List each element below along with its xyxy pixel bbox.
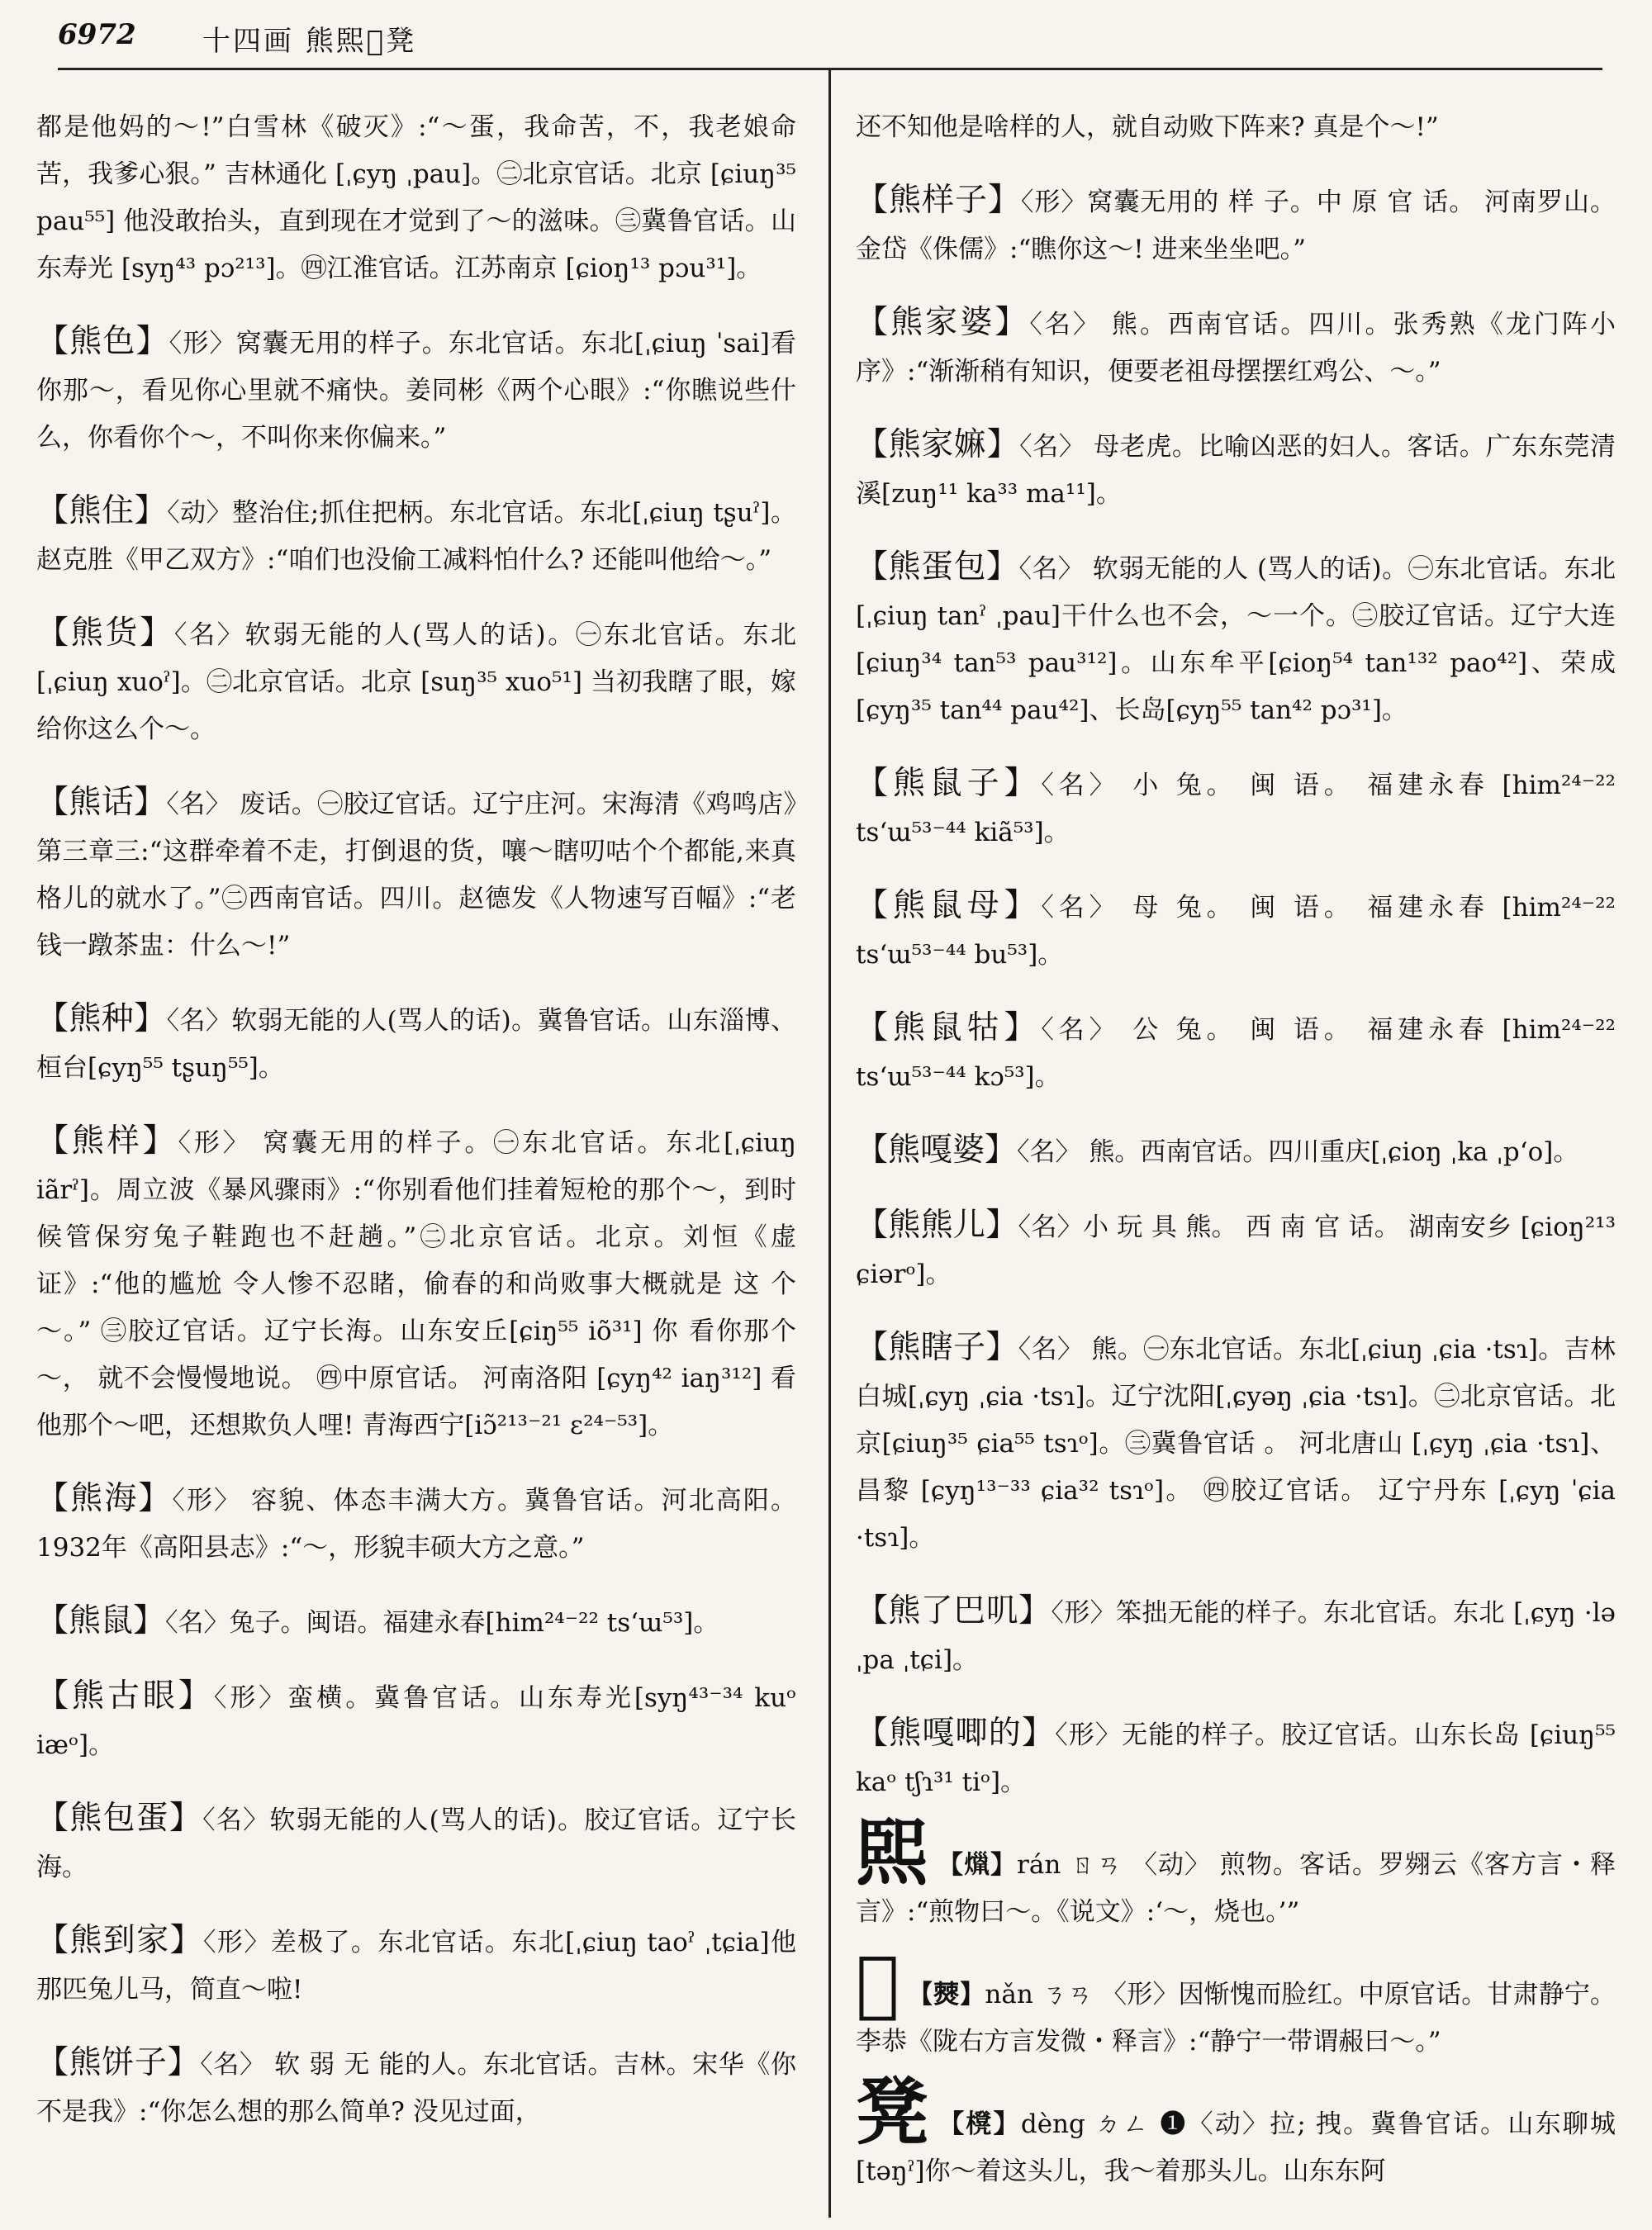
traditional-form: 【𤏡】 bbox=[907, 1980, 985, 2009]
traditional-form: 【櫈】 bbox=[938, 2109, 1021, 2139]
traditional-form: 【𤎞】 bbox=[938, 1850, 1018, 1880]
dictionary-entry: 【熊货】〈名〉软弱无能的人(骂人的话)。㊀东北官话。东北[ˌɕiuŋ xuoˀ]。㊁北京官话。北京 [suŋ³⁵ xuo⁵¹] 当初我瞎了眼，嫁给你这么个～。 bbox=[36, 614, 796, 744]
dictionary-entry: 【熊样】〈形〉 窝囊无用的样子。㊀东北官话。东北[ˌɕiuŋ iãrˀ]。周立波《暴风骤雨》:“你别看他们挂着短枪的那个～，到时候管保穷兔子鞋跑也不赶趟。”㊁北京官话。北京。刘恒《虚证》:“他的尴尬 令人惨不忍睹，偷春的和尚败事大概就是 这 个 ～。” ㊂胶辽官话。辽宁长海。山东安丘[ɕiŋ⁵⁵ iõ³¹] 你 看你那个～， 就不会慢慢地说。 ㊃中原官话。 河南洛阳 [ɕyŋ⁴² iaŋ³¹²] 看他那个～吧，还想欺负人哩! 青海西宁[iɔ̃²¹³⁻²¹ ɛ²⁴⁻⁵³]。 bbox=[36, 1122, 796, 1440]
dictionary-entry: 【熊家婆】〈名〉 熊。西南官话。四川。张秀熟《龙门阵小序》:“渐渐稍有知识，便要老祖母摆摆红鸡公、～。” bbox=[856, 304, 1616, 387]
dictionary-entry: 【熊鼠】〈名〉兔子。闽语。福建永春[him²⁴⁻²² tsʻɯ⁵³]。 bbox=[36, 1602, 719, 1639]
headword: 【熊色】 bbox=[36, 323, 169, 360]
dictionary-entry: 【熊住】〈动〉整治住;抓住把柄。东北官话。东北[ˌɕiuŋ tʂuˀ]。赵克胜《甲乙双方》:“咱们也没偷工减料怕什么? 还能叫他给～。” bbox=[36, 492, 796, 575]
head-character: 𤋮 bbox=[856, 1810, 930, 1896]
headword: 【熊鼠】 bbox=[36, 1602, 166, 1639]
headword: 【熊鼠子】 bbox=[856, 765, 1042, 802]
dictionary-entry: 【熊海】〈形〉 容貌、体态丰满大方。冀鲁官话。河北高阳。1932年《高阳县志》:“～，形貌丰硕大方之意。” bbox=[36, 1480, 796, 1563]
right-column bbox=[856, 78, 1616, 2205]
headword: 【熊话】 bbox=[36, 784, 167, 821]
dictionary-entry: 【熊样子】〈形〉窝囊无用的 样 子。中 原 官 话。 河南罗山。金岱《侏儒》:“瞧你这～! 进来坐坐吧。” bbox=[856, 182, 1616, 264]
continued-text: 还不知他是啥样的人，就自动败下阵来? 真是个～!” bbox=[856, 112, 1439, 142]
headword: 【熊熊儿】 bbox=[856, 1207, 1018, 1244]
column-divider bbox=[828, 70, 831, 2218]
headword: 【熊瞎子】 bbox=[856, 1329, 1018, 1366]
headword: 【熊种】 bbox=[36, 1000, 167, 1037]
headword: 【熊海】 bbox=[36, 1480, 173, 1517]
headword: 【熊住】 bbox=[36, 492, 168, 529]
headword: 【熊包蛋】 bbox=[36, 1800, 203, 1837]
dictionary-entry: 【熊鼠子】〈名〉 小 兔。 闽 语。 福建永春 [him²⁴⁻²² tsʻɯ⁵³⁻⁴⁴ kiã⁵³]。 bbox=[856, 765, 1616, 847]
dictionary-entry: 【熊色】〈形〉窝囊无用的样子。东北官话。东北[ˌɕiuŋ ˈsai]看你那～，看见你心里就不痛快。姜同彬《两个心眼》:“你瞧说些什么，你看你个～，不叫你来你偏来。” bbox=[36, 323, 796, 453]
headword: 【熊古眼】 bbox=[36, 1677, 214, 1715]
dictionary-entry: 【熊鼠牯】〈名〉 公 兔。 闽 语。 福建永春 [him²⁴⁻²² tsʻɯ⁵³⁻⁴⁴ kɔ⁵³]。 bbox=[856, 1009, 1616, 1092]
dictionary-entry: 【熊蛋包】〈名〉 软弱无能的人 (骂人的话)。㊀东北官话。东北[ˌɕiuŋ tanˀ ˌpau]干什么也不会，～一个。㊁胶辽官话。辽宁大连[ɕiuŋ³⁴ tan⁵³ pau³¹²]。山东牟平[ɕioŋ⁵⁴ tan¹³² pao⁴²]、荣成 [ɕyŋ³⁵ tan⁴⁴ pau⁴²]、长岛[ɕyŋ⁵⁵ tan⁴² pɔ³¹]。 bbox=[856, 548, 1616, 725]
dictionary-entry: 【熊鼠母】〈名〉 母 兔。 闽 语。 福建永春 [him²⁴⁻²² tsʻɯ⁵³⁻⁴⁴ bu⁵³]。 bbox=[856, 887, 1616, 970]
headword: 【熊饼子】 bbox=[36, 2044, 201, 2081]
dictionary-entry: 【熊话】〈名〉 废话。㊀胶辽官话。辽宁庄河。宋海清《鸡鸣店》第三章三:“这群牵着不走，打倒退的货，嚷～瞎叨咕个个都能,来真格儿的就水了。”㊁西南官话。四川。赵德发《人物速写百幅》:“老钱一蹾茶盅：什么～!” bbox=[36, 784, 796, 961]
page-number: 6972 bbox=[58, 18, 136, 51]
dictionary-entry: 【熊嘎婆】〈名〉 熊。西南官话。四川重庆[ˌɕioŋ ˌka ˌpʻo]。 bbox=[856, 1132, 1579, 1169]
character-entry: 𤋮 【𤎞】rán ㄖㄢ 〈动〉 煎物。客话。罗翙云《客方言・释言》:“煎物曰～。《说文》:‘～，烧也。’” bbox=[856, 1810, 1616, 1927]
headword: 【熊家嫲】 bbox=[856, 426, 1020, 463]
dictionary-entry: 【熊古眼】〈形〉蛮横。冀鲁官话。山东寿光[syŋ⁴³⁻³⁴ kuᵒ iæᵒ]。 bbox=[36, 1677, 796, 1760]
dictionary-entry: 【熊熊儿】〈名〉小 玩 具 熊。 西 南 官 话。 湖南安乡 [ɕioŋ²¹³ ɕiərᵒ]。 bbox=[856, 1207, 1616, 1289]
dictionary-entry: 【熊家嫲】〈名〉 母老虎。比喻凶恶的妇人。客话。广东东莞清溪[zuŋ¹¹ ka³³ ma¹¹]。 bbox=[856, 426, 1616, 509]
headword: 【熊样子】 bbox=[856, 182, 1021, 219]
headword: 【熊嘎唧的】 bbox=[856, 1715, 1056, 1752]
headword: 【熊货】 bbox=[36, 614, 174, 652]
continued-text: 都是他妈的～!”白雪林《破灭》:“～蛋，我命苦，不，我老娘命苦，我爹心狠。” 吉林通化 [ˌɕyŋ ˌpau]。㊁北京官话。北京 [ɕiuŋ³⁵ pau⁵⁵] 他没敢抬头，直到现在才觉到了～的滋味。㊂冀鲁官话。山东寿光 [syŋ⁴³ pɔ²¹³]。㊃江淮官话。江苏南京 [ɕioŋ¹³ pɔu³¹]。 bbox=[36, 112, 796, 283]
page-header bbox=[58, 18, 1611, 68]
dictionary-entry: 【熊饼子】〈名〉 软 弱 无 能的人。东北官话。吉林。宋华《你不是我》:“你怎么想的那么简单? 没见过面， bbox=[36, 2044, 796, 2127]
character-entry: 凳 【櫈】dèng ㄉㄥ ❶〈动〉拉; 拽。冀鲁官话。山东聊城 [təŋˀ]你～着这头儿，我～着那头儿。山东东阿 bbox=[856, 2069, 1616, 2186]
headword: 【熊嘎婆】 bbox=[856, 1132, 1018, 1169]
dictionary-entry: 【熊瞎子】〈名〉 熊。㊀东北官话。东北[ˌɕiuŋ ˌɕia ·tsɿ]。吉林白城[ˌɕyŋ ˌɕia ·tsɿ]。辽宁沈阳[ˌɕyəŋ ˌɕia ·tsɿ]。㊁北京官话。北京[ɕiuŋ³⁵ ɕia⁵⁵ tsɿᵒ]。㊂冀鲁官话 。 河北唐山 [ˌɕyŋ ˌɕia ·tsɿ]、 昌黎 [ɕyŋ¹³⁻³³ ɕia³² tsɿᵒ]。 ㊃胶辽官话。 辽宁丹东 [ˌɕyŋ ˈɕia ·tsɿ]。 bbox=[856, 1329, 1616, 1553]
headword: 【熊样】 bbox=[36, 1122, 178, 1160]
headword: 【熊家婆】 bbox=[856, 304, 1030, 341]
dictionary-entry: 【熊包蛋】〈名〉软弱无能的人(骂人的话)。胶辽官话。辽宁长海。 bbox=[36, 1800, 796, 1882]
headword: 【熊到家】 bbox=[36, 1922, 204, 1959]
headword: 【熊了巴叽】 bbox=[856, 1592, 1051, 1630]
head-character: 𤎅 bbox=[856, 1939, 900, 2025]
section-title: 十四画 熊𤋮𤎅凳 bbox=[202, 25, 417, 58]
dictionary-entry: 【熊了巴叽】〈形〉笨拙无能的样子。东北官话。东北 [ˌɕyŋ ·lə ˌpa ˌtɕi]。 bbox=[856, 1592, 1616, 1675]
dictionary-entry: 【熊嘎唧的】〈形〉无能的样子。胶辽官话。山东长岛 [ɕiuŋ⁵⁵ kaᵒ tʃɿ³¹ tiᵒ]。 bbox=[856, 1715, 1616, 1797]
head-character: 凳 bbox=[856, 2069, 931, 2155]
dictionary-entry: 【熊到家】〈形〉差极了。东北官话。东北[ˌɕiuŋ taoˀ ˌtɕia]他那匹兔儿马，简直～啦! bbox=[36, 1922, 796, 2005]
headword: 【熊鼠母】 bbox=[856, 887, 1042, 924]
headword: 【熊鼠牯】 bbox=[856, 1009, 1042, 1046]
left-column bbox=[36, 78, 796, 2146]
character-entry: 𤎅 【𤏡】nǎn ㄋㄢ 〈形〉因惭愧而脸红。中原官话。甘肃静宁。李恭《陇右方言发微・释言》:“静宁一带谓赧曰～。” bbox=[856, 1939, 1616, 2057]
dictionary-entry: 【熊种】〈名〉软弱无能的人(骂人的话)。冀鲁官话。山东淄博、桓台[ɕyŋ⁵⁵ tʂuŋ⁵⁵]。 bbox=[36, 1000, 796, 1083]
headword: 【熊蛋包】 bbox=[856, 548, 1019, 586]
